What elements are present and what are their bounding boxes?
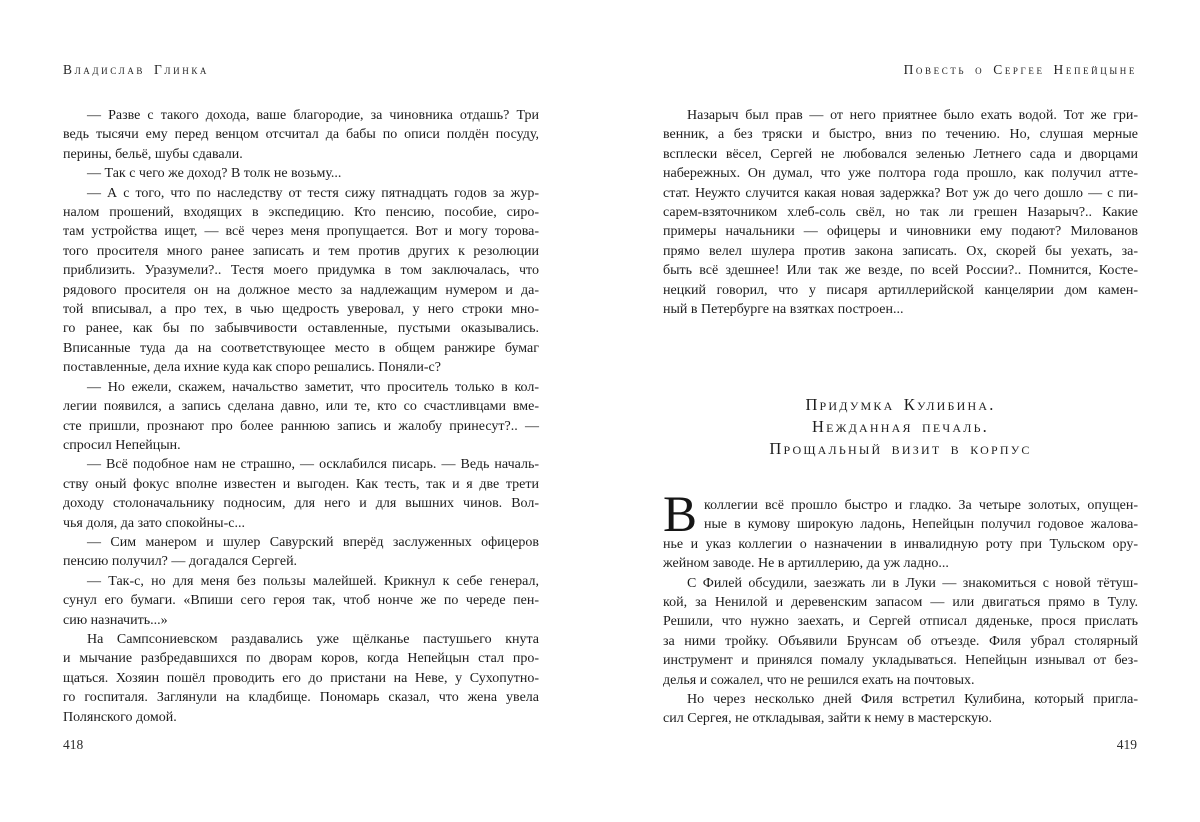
left-page-text (63, 106, 539, 727)
text-line: прямо велел шулера против закона записать. Ох, скорей бы уехать, за- (663, 243, 1138, 259)
text-line: перины, бельё, шубы сдавали. (63, 146, 243, 162)
paragraph (63, 533, 539, 572)
right-page-intro-text (663, 106, 1138, 319)
paragraph (63, 455, 539, 533)
text-line: — Так-с, но для меня без пользы малейшей. Крикнул к себе генерал, (87, 573, 539, 589)
drop-cap: В (663, 487, 698, 543)
text-line: ный в Петербурге на взятках построен... (663, 302, 904, 318)
text-line: инструмент и принялся помалу укладываться. Непейцын изнывал от без- (663, 653, 1138, 669)
text-line: — Сим манером и шулер Савурский вперёд заслуженных офицеров (87, 534, 539, 550)
paragraph (63, 630, 539, 727)
paragraph (63, 184, 539, 378)
text-line: той вписывал, а про тех, в чью щедрость уверовал, у него строки мно- (63, 302, 539, 318)
running-head-book-title: Повесть о Сергее Непейцыне (903, 62, 1137, 77)
text-line: Назарыч был прав — от него приятнее было ехать водой. Тот же гри- (687, 108, 1138, 123)
text-line: жейном заводе. Не в артиллерию, да уж ладно... (663, 556, 949, 572)
text-line: за ними тройку. Объявили Брунсам об отъезде. Филя убрал столярный (663, 633, 1138, 649)
text-line: коллегии всё прошло быстро и гладко. За четыре золотых, опущен- (704, 498, 1138, 513)
text-line: быть всё здешнее! Или так же везде, по всей России?.. Помнится, Косте- (663, 263, 1138, 279)
text-line: Полянского домой. (63, 709, 177, 725)
text-line: го госпиталя. Заглянули на кладбище. Пономарь сказал, что жена увела (63, 690, 539, 706)
text-line: щаться. Хозяин пошёл проводить его до пристани на Неве, у Сухопутно- (63, 670, 539, 686)
text-line: всплески вёсел, Сергей не любовался зеленью Летнего сада и дворцами (663, 146, 1138, 162)
text-line: — Разве с такого дохода, ваше благородие, за чиновника отдашь? Три (87, 108, 539, 123)
text-line: сте пришли, прознают про более раннюю запись и жалобу принесут?.. — (63, 418, 539, 434)
chapter-heading-line: Нежданная печаль. (812, 416, 989, 436)
paragraph (663, 690, 1138, 729)
text-line: набережных. Он думал, что уже полтора года прошло, как получил атте- (663, 166, 1138, 182)
text-line: налом прошений, входящих в экспедицию. Кто пенсию, пособие, сиро- (63, 205, 539, 221)
text-line: делья и сожалел, что не решился ехать на почтовых. (663, 672, 975, 688)
text-line: Вписанные туда да на соответствующее место в общем ранжире бумаг (63, 340, 539, 356)
text-line: приблизить. Уразумели?.. Тестя моего придумка в том заключалась, что (63, 263, 539, 279)
text-line: стат. Неужто случится какая новая задержка? Вот уж до чего дошло — с пи- (663, 185, 1138, 201)
text-line: спросил Непейцын. (63, 437, 181, 453)
text-line: ству оный фокус вполне известен и выгоден. Как тесть, так и я две трети (63, 476, 539, 492)
text-line: рядового просителя он на должное место за надлежащим нумером и да- (63, 282, 539, 298)
text-line: го ранее, как бы по забывчивости оставленные, пустыми оказывались. (63, 321, 539, 337)
text-line: ные в кумову широкую ладонь, Непейцын получил годовое жалова- (704, 517, 1138, 533)
text-line: поставленные, дела ихние куда как споро решались. Поняли-с? (63, 360, 441, 376)
text-line: венник, а без тряски и быстро, вниз по течению. Но, слушая мерные (663, 127, 1138, 143)
text-line: сарем-взяточником хлеб-соль свёл, но так ли грешен Назарыч?.. Какие (663, 205, 1138, 221)
paragraph (63, 378, 539, 456)
chapter-heading (663, 394, 1138, 459)
text-line: там устройства ищет, — всё через меня пропущается. Вот и могу торова- (63, 224, 539, 240)
text-line: примеры начальники — офицеры и чиновники ему подают? Милованов (663, 224, 1138, 240)
running-head-author: Владислав Глинка (63, 62, 210, 77)
text-line: пенсию получил? — догадался Сергей. (63, 554, 298, 570)
text-line: сию назначить...» (63, 612, 168, 628)
text-line: сил Сергея, не откладывая, зайти к нему в мастерскую. (663, 711, 992, 727)
text-line: — Так с чего же доход? В толк не возьму... (87, 166, 342, 182)
text-line: нецкий говорил, что у писаря артиллерийской канцелярии дом камен- (663, 282, 1138, 298)
text-line: чья доля, да зато спокойны-с... (63, 515, 245, 531)
text-line: нье и указ коллегии о назначении в инвалидную роту при Тульском ору- (663, 536, 1138, 552)
text-line: — Но ежели, скажем, начальство заметит, что проситель только в кол- (87, 379, 539, 395)
text-line: доходу столоначальнику подносим, для него и для вышних чинов. Вол- (63, 496, 539, 512)
chapter-heading-line: Прощальный визит в корпус (769, 438, 1032, 458)
text-line: Решили, что нужно заехать, и Сергей отписал дяденьке, прося прислать (663, 614, 1138, 630)
paragraph (663, 106, 1138, 319)
text-line: легии появился, а запись сделана давно, или те, кто со счастливцами вме- (63, 399, 539, 415)
page-number-right: 419 (1116, 737, 1137, 752)
text-line: — А с того, что по наследству от тестя сижу пятнадцать годов за жур- (87, 185, 539, 201)
chapter-heading-line: Придумка Кулибина. (805, 395, 996, 414)
paragraph (63, 572, 539, 630)
text-line: На Сампсониевском раздавались уже щёлканье пастушьего кнута (87, 631, 539, 647)
page-number-left: 418 (63, 737, 84, 752)
paragraph (663, 574, 1138, 690)
text-line: ведь тысячи ему перед венцом отсчитал да бабы по описи полдён посуду, (63, 127, 539, 143)
text-line: Но через несколько дней Филя встретил Кулибина, который пригла- (687, 692, 1138, 708)
paragraph (663, 487, 1138, 574)
text-line: того просителя много ранее записать и тем против других к резолюции (63, 243, 539, 259)
text-line: — Всё подобное нам не страшно, — осклабился писарь. — Ведь началь- (87, 457, 539, 473)
text-line: и мычание разбредавшихся по дворам коров, когда Непейцын стал про- (63, 651, 539, 667)
paragraph (63, 164, 539, 183)
text-line: С Филей обсудили, заезжать ли в Луки — знакомиться с новой тётуш- (687, 575, 1138, 591)
paragraph (63, 106, 539, 164)
right-page-chapter-text (663, 487, 1138, 729)
text-line: сунул его бумаги. «Впиши сего героя так, чтоб нонче же по череде пен- (63, 593, 539, 609)
text-line: кой, за Ненилой и деревенским запасом — или двигаться прямо в Тулу. (663, 595, 1138, 611)
